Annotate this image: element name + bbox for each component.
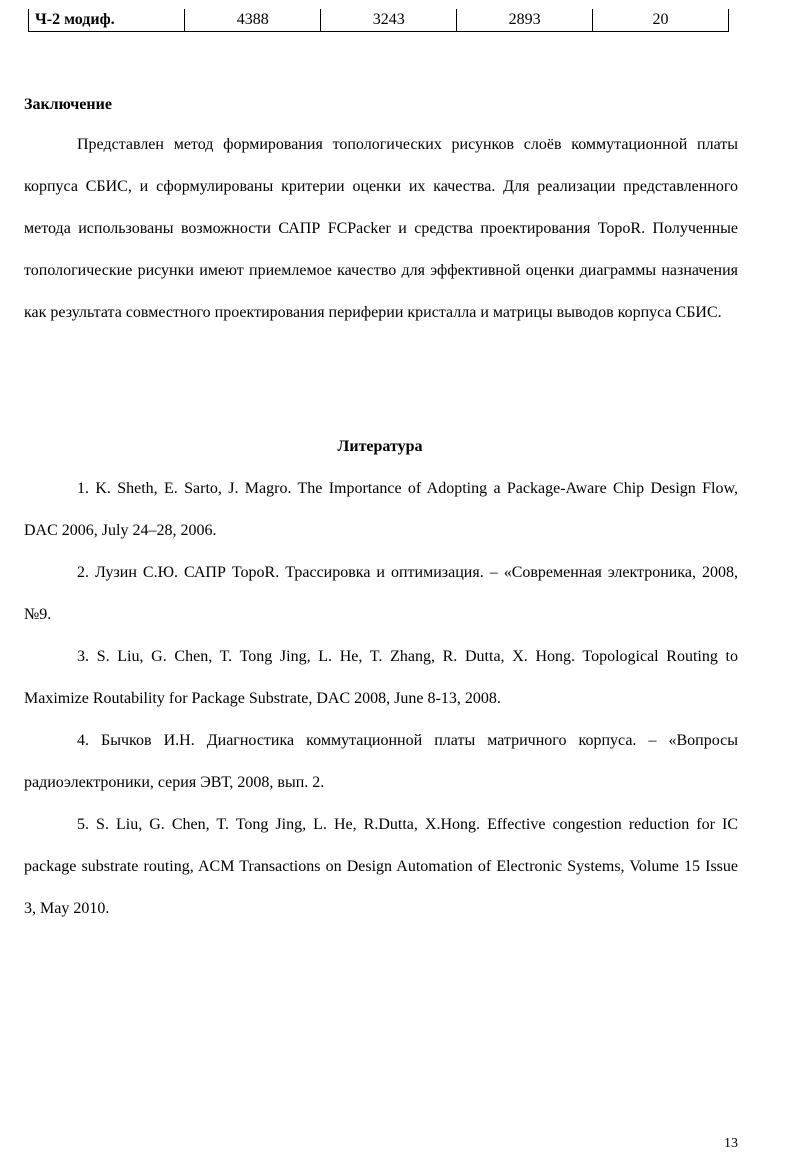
table-cell: 20	[593, 9, 729, 32]
conclusion-paragraph: Представлен метод формирования топологических рисунков слоёв коммутационной платы корпуса СБИС, и сформулированы критерии оценки их качества. Для реализации представленного метода использованы возможности САПР FCPacker и средства проектирования TopoR. Полученные топологические рисунки имеют приемлемое качество для эффективной оценки диаграммы назначения как результата совместного проектирования периферии кристалла и матрицы выводов корпуса СБИС.	[24, 136, 738, 321]
table-cell: 2893	[457, 9, 593, 32]
reference-item: 3. S. Liu, G. Chen, T. Tong Jing, L. He, T. Zhang, R. Dutta, X. Hong. Topological Routing to Maximize Routability for Package Substrate, DAC 2008, June 8-13, 2008.	[24, 648, 738, 707]
reference-item: 5. S. Liu, G. Chen, T. Tong Jing, L. He, R.Dutta, X.Hong. Effective congestion reduction for IC package substrate routing, ACM Transactions on Design Automation of Electronic Systems, Volume 15 Issue 3, May 2010.	[24, 816, 738, 917]
table-cell: 4388	[185, 9, 321, 32]
reference-item: 2. Лузин С.Ю. САПР TopoR. Трассировка и оптимизация. – «Современная электроника, 2008, №9.	[24, 564, 738, 623]
reference-item: 1. K. Sheth, E. Sarto, J. Magro. The Importance of Adopting a Package-Aware Chip Design Flow, DAC 2006, July 24–28, 2006.	[24, 480, 738, 539]
conclusion-heading: Заключение	[24, 96, 112, 113]
reference-item: 4. Бычков И.Н. Диагностика коммутационной платы матричного корпуса. – «Вопросы радиоэлектроники, серия ЭВТ, 2008, вып. 2.	[24, 732, 738, 791]
page-number: 13	[724, 1136, 738, 1151]
table-cell: 3243	[321, 9, 457, 32]
literature-heading: Литература	[337, 438, 423, 455]
results-table	[28, 9, 729, 32]
table-cell-label: Ч-2 модиф.	[29, 9, 185, 32]
table-row	[29, 9, 729, 32]
